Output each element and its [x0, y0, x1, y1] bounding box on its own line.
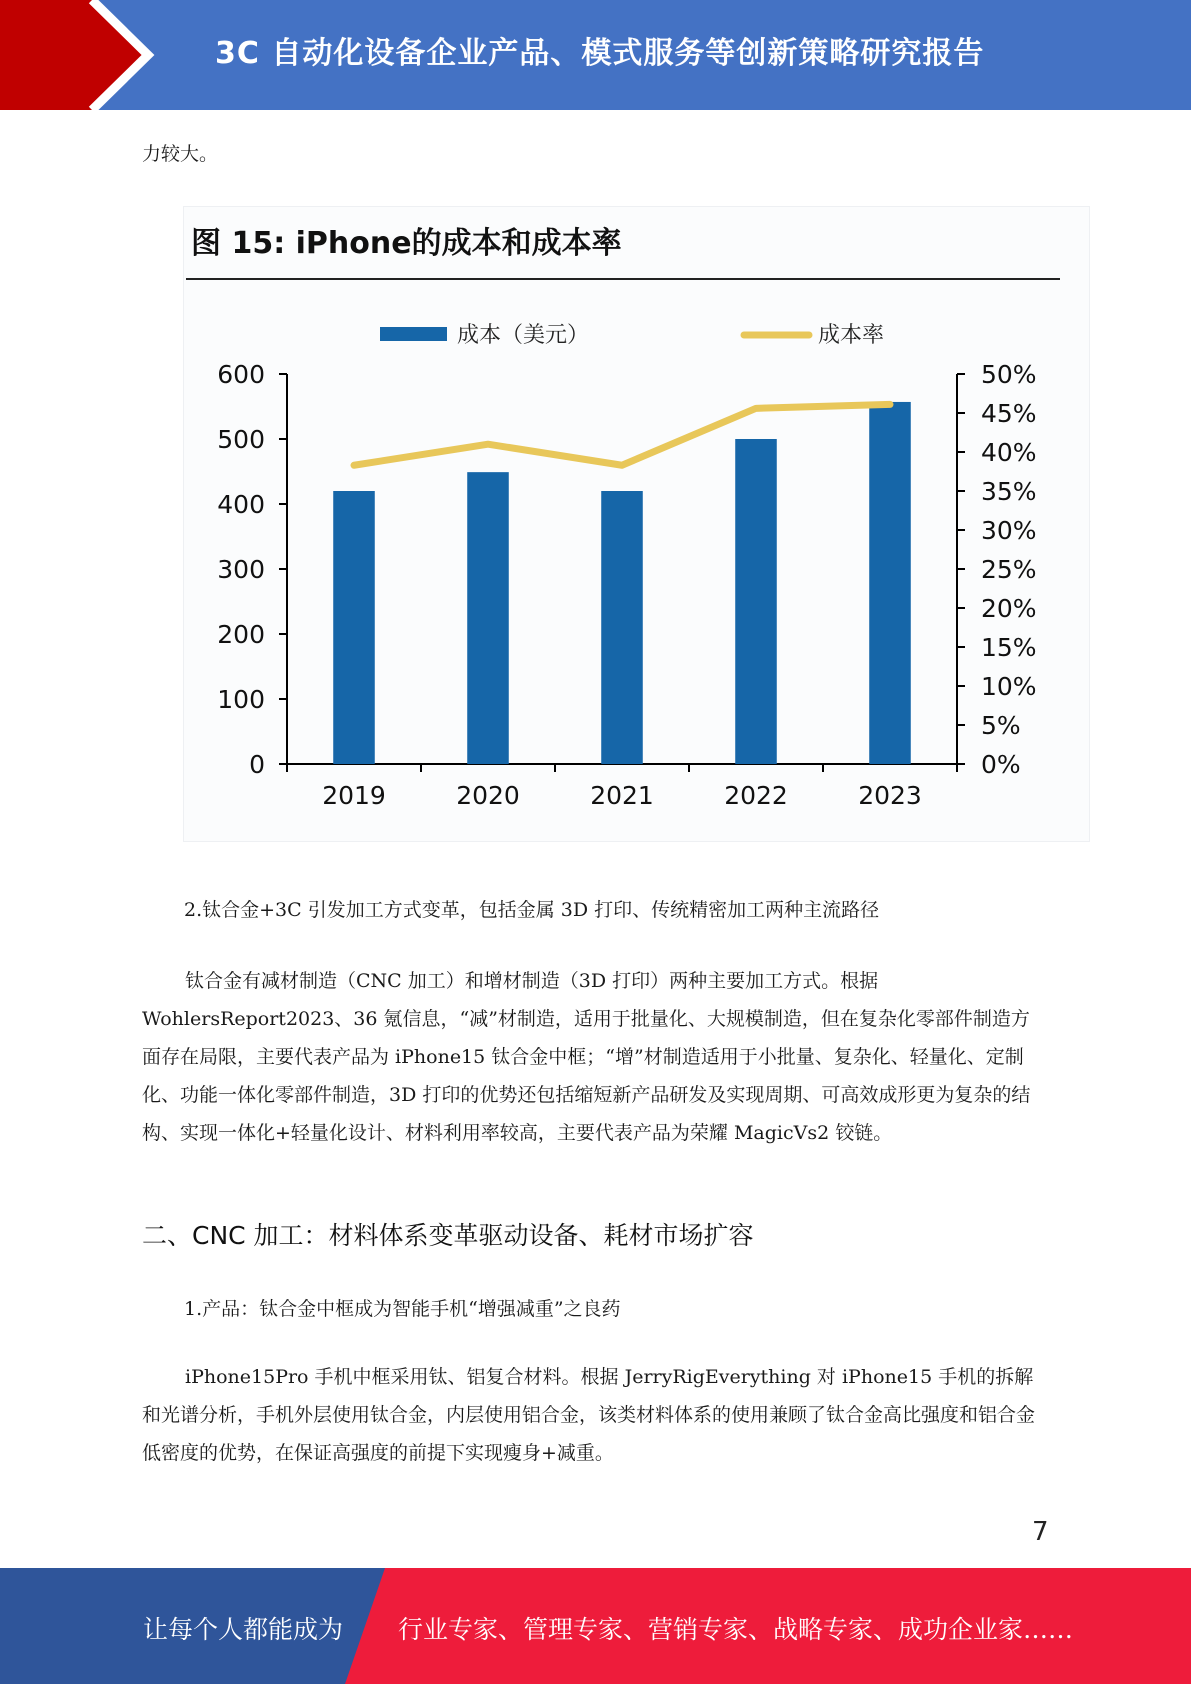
footer-slogan-left: 让每个人都能成为 — [143, 1615, 344, 1644]
cost-rate-point — [621, 464, 623, 466]
cost-rate-point — [755, 407, 757, 409]
legend-bar-swatch — [380, 327, 447, 341]
left-tick-label: 0 — [249, 750, 265, 779]
cost-bar — [333, 491, 375, 764]
legend-rate-label: 成本率 — [818, 323, 885, 348]
cost-bar — [869, 402, 911, 764]
right-tick-label: 10% — [981, 672, 1037, 701]
continuation-text: 力较大。 — [142, 143, 219, 165]
left-tick-label: 200 — [217, 620, 265, 649]
legend-cost-label: 成本（美元） — [457, 323, 590, 348]
right-tick-label: 45% — [981, 399, 1037, 428]
page-header — [0, 0, 1191, 110]
x-tick-label: 2019 — [322, 781, 386, 810]
section-heading-cnc: 二、CNC 加工：材料体系变革驱动设备、耗材市场扩容 — [142, 1221, 754, 1250]
left-tick-label: 500 — [217, 425, 265, 454]
chart-title: 图 15: iPhone的成本和成本率 — [191, 226, 622, 261]
header-title: 3C 自动化设备企业产品、模式服务等创新策略研究报告 — [215, 36, 985, 71]
paragraph-processing-methods: 钛合金有减材制造（CNC 加工）和增材制造（3D 打印）两种主要加工方式。根据 WohlersReport2023、36 氪信息，“减”材制造，适用于批量化、大规模制造，但在复杂化零部件制造方面存在局限，主要代表产品为 iPhone15 钛合金中框；“增”材制造适用于小批量、复杂化、轻量化、定制化、功能一体化零部件制造，3D 打印的优势还包括缩短新产品研发及实现周期、可高效成形更为复杂的结构、实现一体化+轻量化设计、材料利用率较高，主要代表产品为荣耀 MagicVs2 铰链。 — [142, 970, 1031, 1144]
paragraph-iphone15pro-frame: iPhone15Pro 手机中框采用钛、铝复合材料。根据 JerryRigEverything 对 iPhone15 手机的拆解和光谱分析，手机外层使用钛合金，内层使用铝合金，该类材料体系的使用兼顾了钛合金高比强度和铝合金低密度的优势，在保证高强度的前提下实现瘦身+减重。 — [142, 1366, 1036, 1464]
page-footer — [0, 1568, 1191, 1684]
left-tick-label: 400 — [217, 490, 265, 519]
figure-15 — [183, 206, 1090, 842]
right-tick-label: 20% — [981, 594, 1037, 623]
cost-bar — [735, 439, 777, 764]
cost-rate-point — [353, 464, 355, 466]
right-tick-label: 15% — [981, 633, 1037, 662]
x-tick-label: 2023 — [858, 781, 922, 810]
page-number: 7 — [1032, 1517, 1049, 1547]
x-tick-label: 2022 — [724, 781, 788, 810]
cost-bar — [467, 472, 509, 764]
cost-rate-point — [487, 443, 489, 445]
right-tick-label: 0% — [981, 750, 1021, 779]
cost-rate-line — [354, 404, 890, 465]
right-tick-label: 30% — [981, 516, 1037, 545]
right-tick-label: 50% — [981, 360, 1037, 389]
left-tick-label: 300 — [217, 555, 265, 584]
cost-chart — [184, 207, 1089, 841]
cost-bar — [601, 491, 643, 764]
right-tick-label: 35% — [981, 477, 1037, 506]
x-tick-label: 2021 — [590, 781, 654, 810]
subheading-1-product: 1.产品：钛合金中框成为智能手机“增强减重”之良药 — [184, 1298, 621, 1320]
footer-slogan-right: 行业专家、管理专家、营销专家、战略专家、成功企业家…… — [398, 1615, 1074, 1644]
right-tick-label: 5% — [981, 711, 1021, 740]
cost-rate-point — [889, 403, 891, 405]
left-tick-label: 100 — [217, 685, 265, 714]
left-tick-label: 600 — [217, 360, 265, 389]
subheading-2-titanium: 2.钛合金+3C 引发加工方式变革，包括金属 3D 打印、传统精密加工两种主流路径 — [184, 899, 880, 921]
right-tick-label: 25% — [981, 555, 1037, 584]
right-tick-label: 40% — [981, 438, 1037, 467]
x-tick-label: 2020 — [456, 781, 520, 810]
